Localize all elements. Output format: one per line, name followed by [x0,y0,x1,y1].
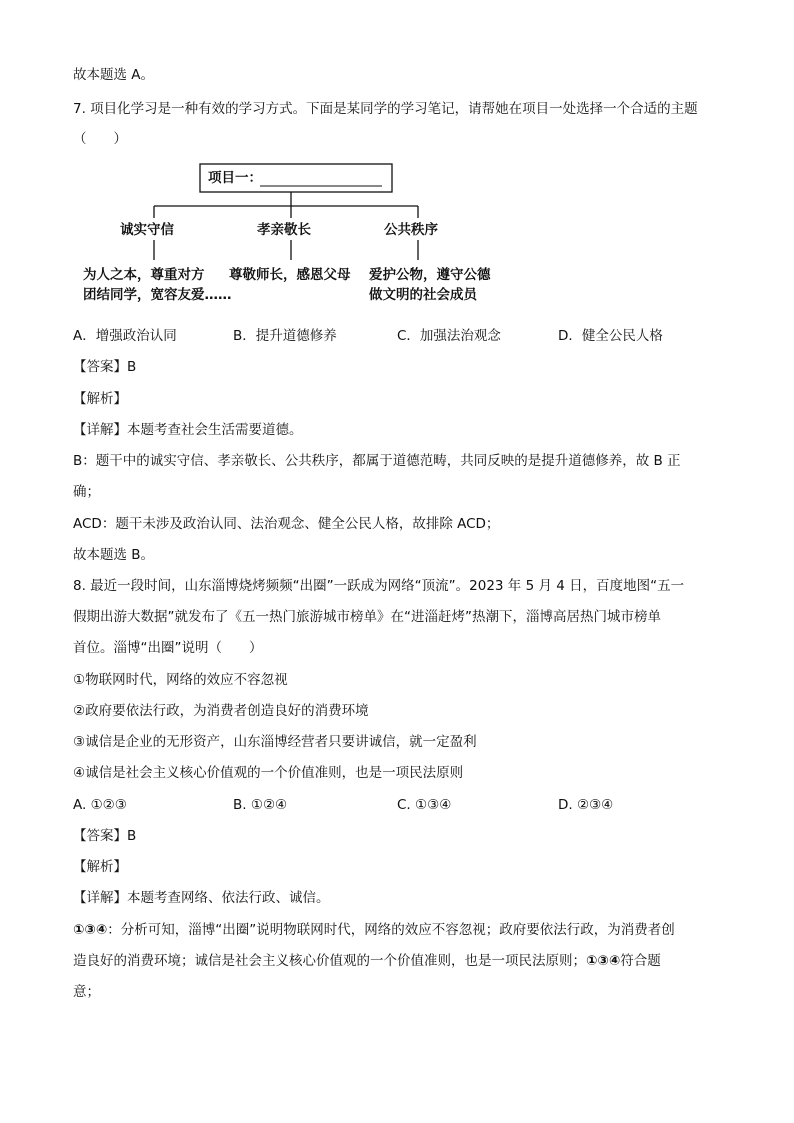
q8-answer: 【答案】B [73,828,137,844]
branch-filial: 孝亲敬长 [257,222,311,238]
q8-option-c: C. ①③④ [397,797,452,813]
desc-public-2: 做文明的社会成员 [369,287,477,303]
q8-stem-3: 首位。淄博“出圈”说明（ ） [73,640,263,656]
q7-option-d: D．健全公民人格 [558,328,663,344]
q8-item-3: ③诚信是企业的无形资产，山东淄博经营者只要讲诚信，就一定盈利 [73,734,477,750]
desc-honesty-2: 团结同学，宽容友爱…… [83,287,232,303]
q6-conclusion: 故本题选 A。 [73,67,155,83]
q7-detail: 【详解】本题考查社会生活需要道德。 [73,422,303,438]
q8-explanation-2b-text: 符合题 [620,953,661,969]
q8-item-1: ①物联网时代，网络的效应不容忽视 [73,672,288,688]
q7-paren: （ ） [73,131,127,147]
q8-option-b: B. ①②④ [233,797,288,813]
q7-option-c: C．加强法治观念 [397,328,501,344]
q7-analysis-tag: 【解析】 [73,391,127,407]
q8-item-2: ②政府要依法行政，为消费者创造良好的消费环境 [73,703,369,719]
q7-explanation-2: ACD：题干未涉及政治认同、法治观念、健全公民人格，故排除 ACD； [73,516,500,532]
branch-public-order: 公共秩序 [384,222,438,238]
q8-explanation-2a-text: 造良好的消费环境；诚信是社会主义核心价值观的一个价值准则，也是一项民法原则； [73,953,586,969]
q8-explanation-mark-1: ①③④ [73,922,108,938]
desc-public-1: 爱护公物，遵守公德 [369,267,491,283]
q8-item-4: ④诚信是社会主义核心价值观的一个价值准则，也是一项民法原则 [73,765,464,781]
q8-option-d: D. ②③④ [558,797,614,813]
q7-diagram [80,160,520,310]
q7-conclusion: 故本题选 B。 [73,547,155,563]
q7-explanation-1b: 确； [73,484,100,500]
q7-option-a: A．增强政治认同 [73,328,177,344]
q8-explanation-1 [73,921,675,939]
q7-stem: 7. 项目化学习是一种有效的学习方式。下面是某同学的学习笔记，请帮她在项目一处选择一个合适的主题 [73,101,698,117]
q8-detail: 【详解】本题考查网络、依法行政、诚信。 [73,890,330,906]
q8-explanation-2 [73,952,661,970]
q8-option-a: A. ①②③ [73,797,127,813]
q7-option-b: B．提升道德修养 [233,328,337,344]
project-one-label: 项目一： [208,170,262,186]
q8-analysis-tag: 【解析】 [73,859,127,875]
q7-explanation-1a: B：题干中的诚实守信、孝亲敬长、公共秩序，都属于道德范畴，共同反映的是提升道德修养，故 B 正 [73,453,681,469]
q8-explanation-3: 意； [73,984,100,1000]
q8-stem-2: 假期出游大数据”就发布了《五一热门旅游城市榜单》在“进淄赶烤”热潮下，淄博高居热门城市榜单 [73,609,661,625]
desc-filial: 尊敬师长，感恩父母 [229,267,351,283]
desc-honesty-1: 为人之本，尊重对方 [83,267,205,283]
q7-answer: 【答案】B [73,359,137,375]
branch-honesty: 诚实守信 [120,222,174,238]
q8-stem-1: 8. 最近一段时间，山东淄博烧烤频频“出圈”一跃成为网络“顶流”。2023 年 5 月 4 日，百度地图“五一 [73,578,685,594]
q8-explanation-1-text: ：分析可知，淄博“出圈”说明物联网时代，网络的效应不容忽视；政府要依法行政，为消费者创 [107,922,675,938]
q8-explanation-mark-2: ①③④ [586,953,621,969]
